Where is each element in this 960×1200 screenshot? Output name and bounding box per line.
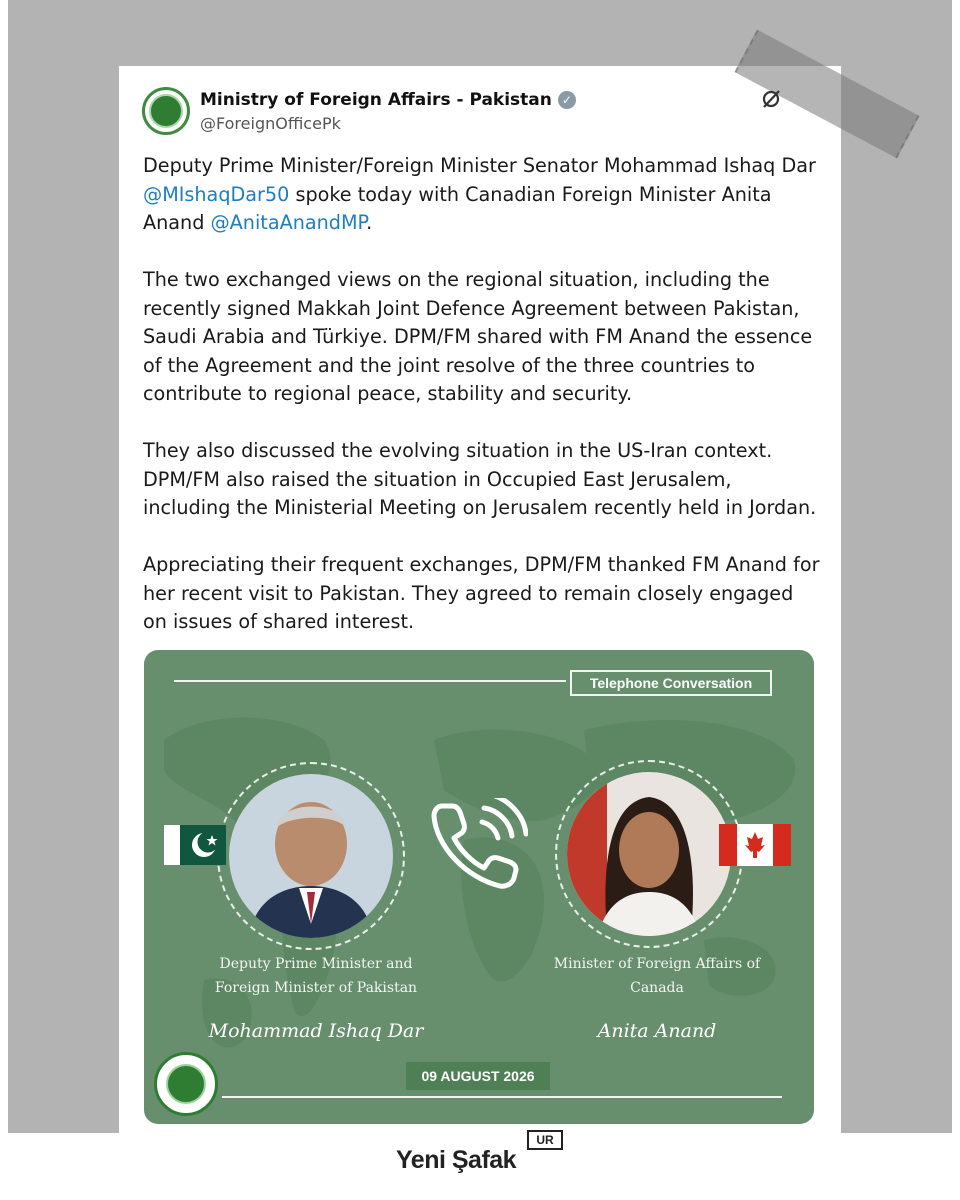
portrait-anita-anand: [567, 772, 731, 936]
verified-badge-icon: ✓: [558, 91, 576, 109]
grok-icon[interactable]: [760, 88, 782, 110]
divider-top: [174, 680, 566, 682]
right-person-name: Anita Anand: [597, 1020, 717, 1042]
portrait-left: [217, 762, 405, 950]
tweet-text-segment: .: [366, 211, 373, 234]
tweet-text: [143, 152, 823, 665]
account-name[interactable]: Ministry of Foreign Affairs - Pakistan: [200, 90, 552, 110]
ministry-seal-icon: [154, 1052, 218, 1116]
seal-center: [166, 1064, 206, 1104]
brand-tag: UR: [527, 1130, 563, 1150]
left-role: Deputy Prime Minister and Foreign Minister of Pakistan: [214, 956, 418, 996]
tweet-text-segment: Deputy Prime Minister/Foreign Minister Senator Mohammad Ishaq Dar: [143, 154, 816, 177]
mention-link[interactable]: @AnitaAnandMP: [210, 211, 367, 234]
canada-flag-icon: [719, 824, 791, 866]
tweet-paragraph-4: Appreciating their frequent exchanges, DPM/FM thanked FM Anand for her recent visit to Pakistan. They agreed to remain closely engaged on issues of shared interest.: [143, 553, 820, 633]
right-role: Minister of Foreign Affairs of Canada: [553, 956, 761, 996]
tweet-paragraph-1: [143, 152, 823, 238]
portrait-right: [555, 760, 743, 948]
emblem-icon: [149, 94, 183, 128]
left-person-name: Mohammad Ishaq Dar: [208, 1020, 424, 1042]
tweet-image[interactable]: [144, 650, 814, 1124]
account-handle[interactable]: @ForeignOfficePk: [200, 114, 341, 133]
brand-logo: Yeni Şafak: [396, 1146, 517, 1174]
tweet-paragraph-2: The two exchanged views on the regional situation, including the recently signed Makkah Joint Defence Agreement between Pakistan, Saudi Arabia and Türkiye. DPM/FM shared with FM Anand the essence of the Agreement and the joint resolve of the three countries to contribute to regional peace, stability and security.: [143, 268, 813, 405]
pakistan-flag-icon: [164, 825, 226, 865]
divider-bottom: [222, 1096, 782, 1098]
tweet-paragraph-3: They also discussed the evolving situation in the US-Iran context. DPM/FM also raised the situation in Occupied East Jerusalem, including the Ministerial Meeting on Jerusalem recently held in Jordan.: [143, 439, 817, 519]
tweet-text-segment: spoke today with Canadian Foreign Minister Anita Anand: [143, 182, 772, 234]
telephone-conversation-label: Telephone Conversation: [570, 670, 772, 696]
phone-icon: [428, 798, 528, 894]
mention-link[interactable]: @MIshaqDar50: [143, 182, 290, 206]
portrait-ishaq-dar: [229, 774, 393, 938]
account-avatar[interactable]: [142, 87, 190, 135]
date-badge: 09 AUGUST 2026: [406, 1062, 550, 1090]
account-name-row[interactable]: [200, 90, 576, 110]
